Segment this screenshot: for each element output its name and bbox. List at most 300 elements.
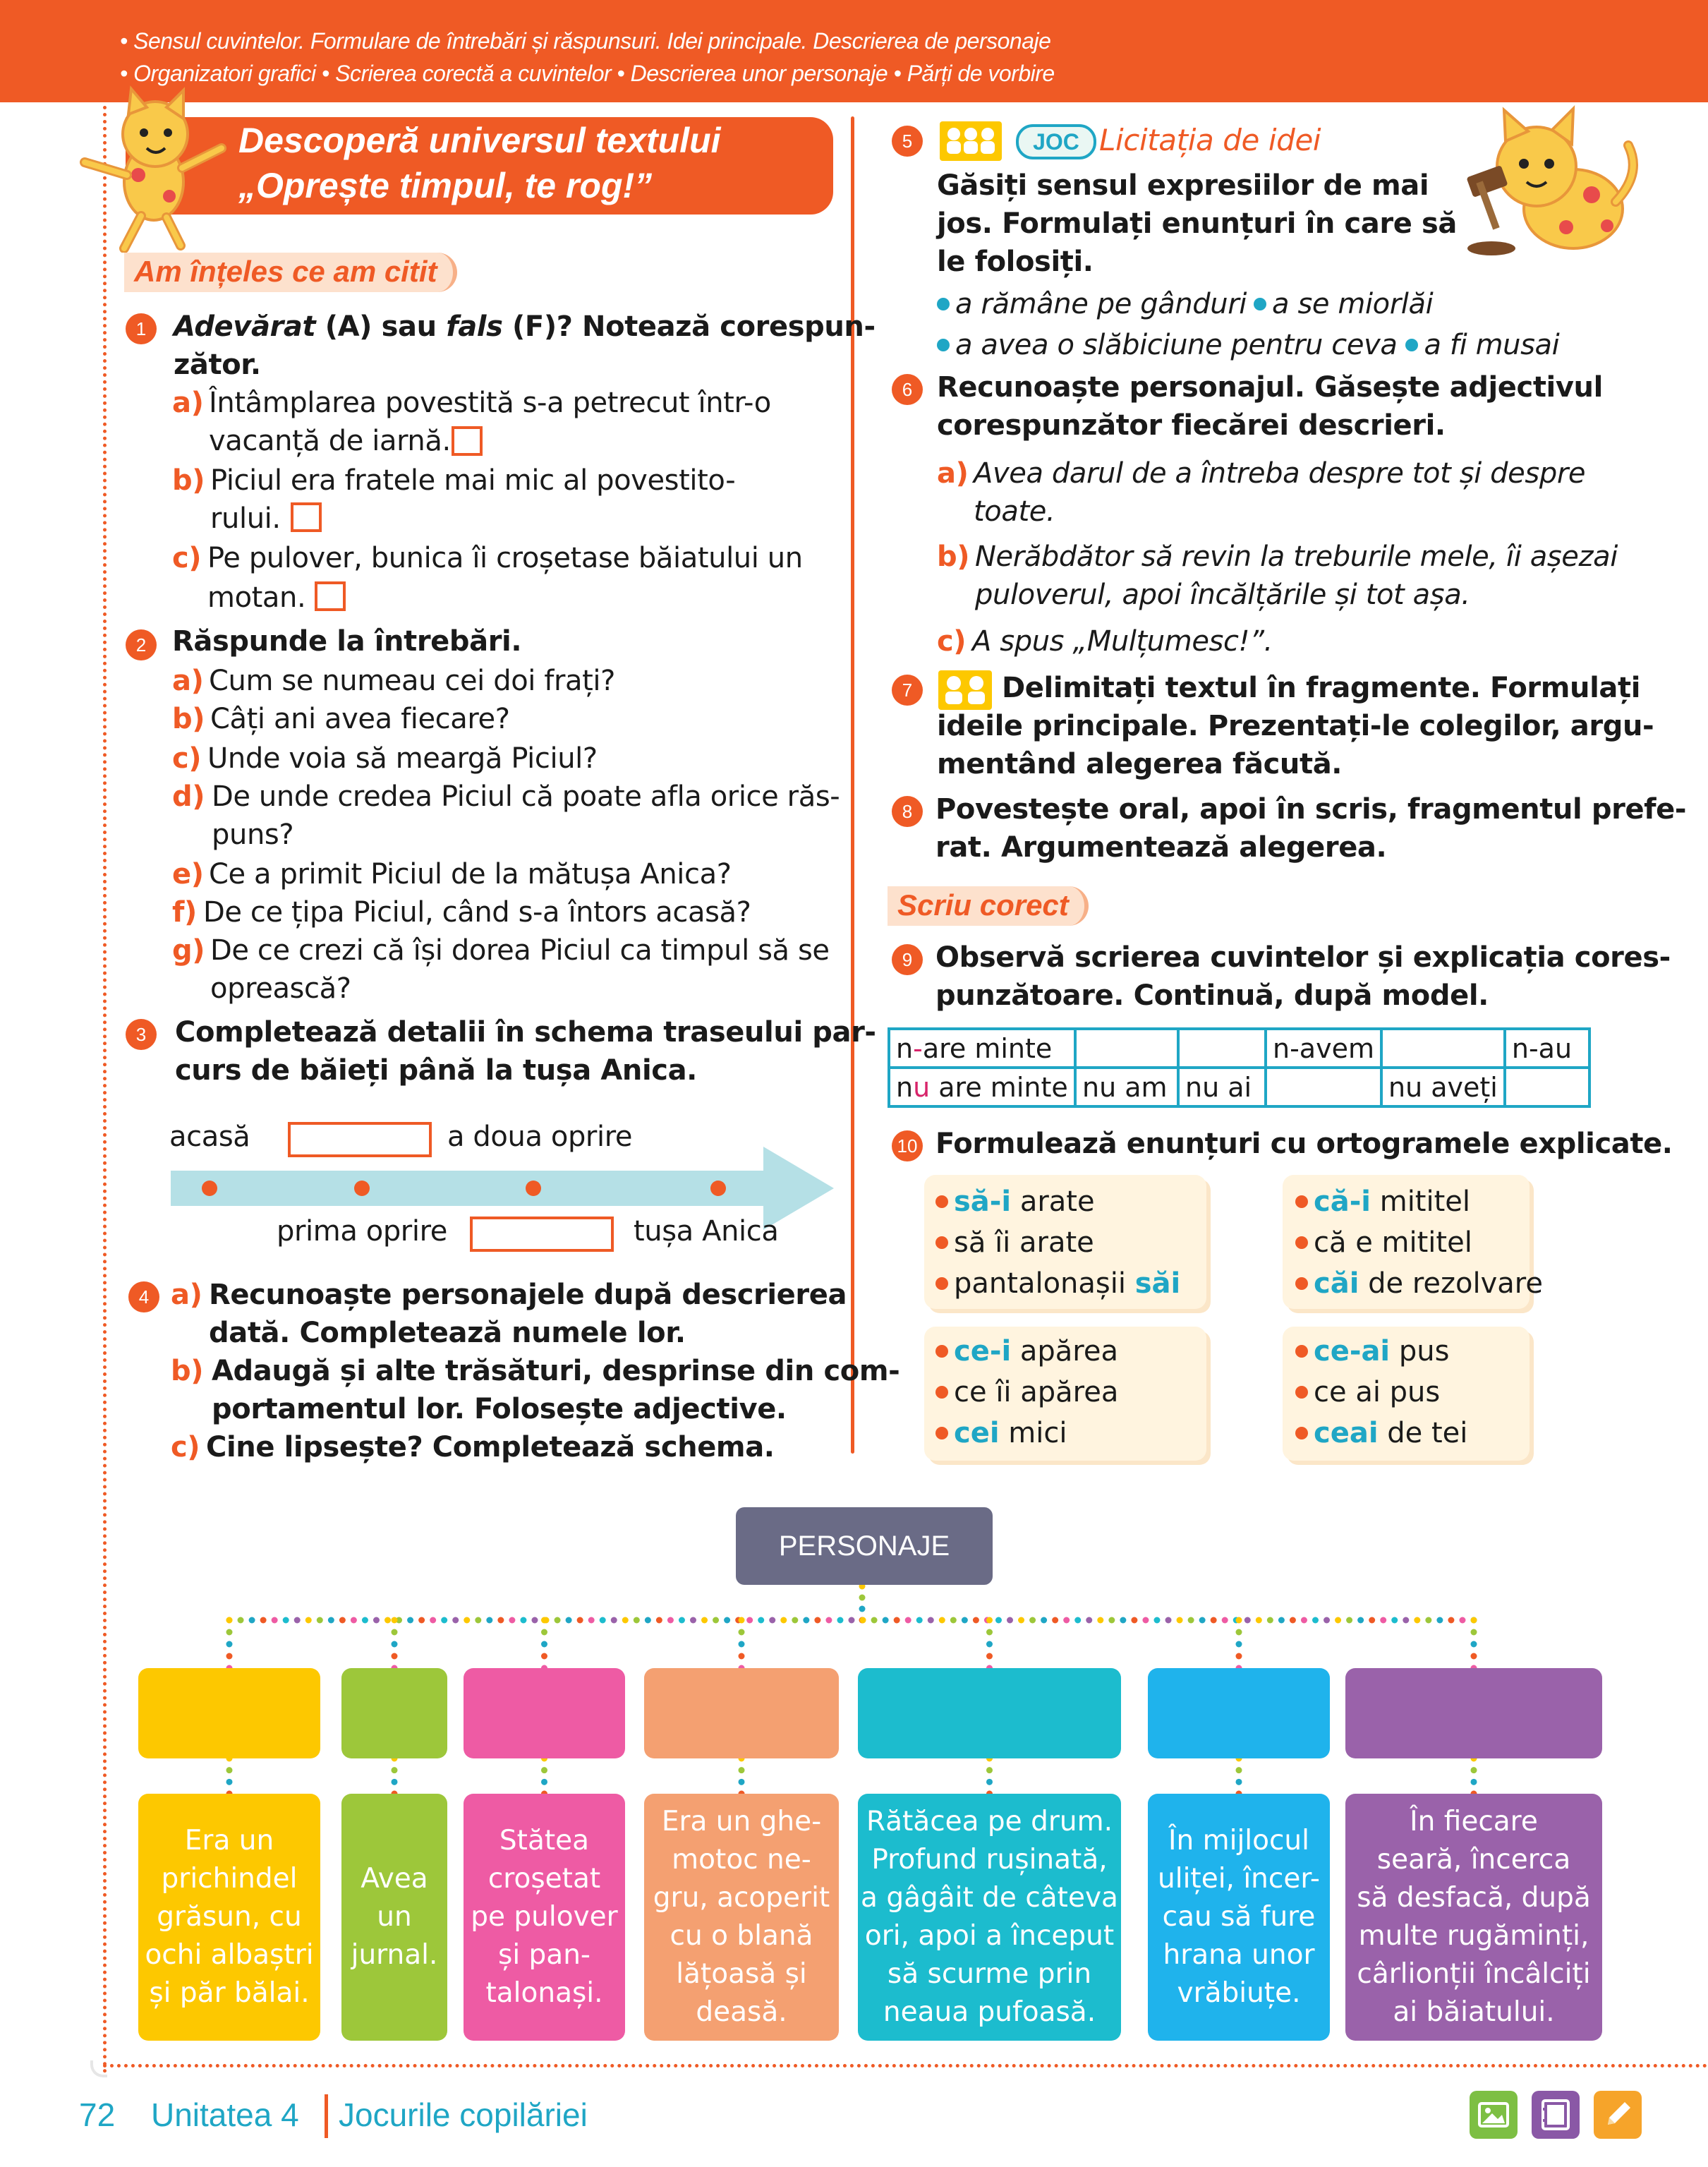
connector-dot xyxy=(950,1617,957,1624)
q8-instruction-line-2: rat. Argumentează alegerea. xyxy=(935,831,1387,864)
connector-dot xyxy=(283,1617,289,1624)
connector-dot xyxy=(1086,1617,1092,1624)
character-name-blank[interactable] xyxy=(341,1668,447,1758)
q4-item-a-line-2: dată. Completează numele lor. xyxy=(209,1317,686,1349)
connector-dot xyxy=(1425,1617,1431,1624)
connector-dot xyxy=(849,1617,855,1624)
connector-dot xyxy=(384,1617,391,1624)
route-label-second-stop: a doua oprire xyxy=(447,1121,633,1153)
connector-dot xyxy=(962,1617,968,1624)
q5-expressions-line-2 xyxy=(937,329,1559,361)
connector-dot xyxy=(803,1617,809,1624)
q1-item-b-line-2: rului. xyxy=(210,502,281,535)
q4-item-b-line-2: portamentul lor. Folosește adjective. xyxy=(212,1393,787,1425)
q4-item-c: Cine lipsește? Completează schema. xyxy=(206,1431,775,1463)
connector-dot xyxy=(1063,1617,1070,1624)
q4-item-b-letter: b) xyxy=(171,1355,204,1387)
q5-instruction-line-3: le folosiți. xyxy=(937,246,1094,278)
route-label-aunt-anica: tușa Anica xyxy=(634,1215,779,1248)
spelling-table xyxy=(888,1027,1591,1108)
character-description: Era un ghe- motoc ne- gru, acoperit cu o blană lățoasă și deasă. xyxy=(644,1794,839,2041)
connector-dot xyxy=(739,1629,745,1636)
table-cell: nu aveți xyxy=(1381,1068,1505,1106)
connector-dot xyxy=(1236,1653,1242,1660)
connector-dot xyxy=(679,1617,685,1624)
connector-dot xyxy=(1041,1617,1047,1624)
footer-separator xyxy=(325,2094,328,2138)
bullet-icon xyxy=(937,339,950,351)
connector-dot xyxy=(339,1617,346,1624)
spelling-example xyxy=(935,1267,1180,1300)
connector-dot xyxy=(746,1617,753,1624)
connector-dot xyxy=(486,1617,492,1624)
route-label-home: acasă xyxy=(169,1121,250,1153)
connector-dot xyxy=(351,1617,357,1624)
q1-instr-part: (A) sau xyxy=(315,310,447,343)
connector-dot xyxy=(600,1617,606,1624)
connector-dot xyxy=(916,1617,923,1624)
connector-dot xyxy=(739,1767,745,1773)
spelling-rest: arate xyxy=(1011,1185,1095,1218)
q1-answer-box-a[interactable] xyxy=(452,426,483,456)
connector-dot xyxy=(541,1779,547,1785)
exercise-number-7: 7 xyxy=(892,675,923,706)
connector-dot xyxy=(769,1617,775,1624)
group-work-icon xyxy=(940,121,1002,161)
connector-dot xyxy=(1290,1617,1296,1624)
connector-dot xyxy=(430,1617,436,1624)
q9-instruction-line-2: punzătoare. Continuă, după model. xyxy=(935,979,1489,1012)
q1-instr-part-2: (F)? Notează corespun- xyxy=(502,310,876,343)
spelling-rest: pus xyxy=(1390,1335,1450,1368)
bullet-icon xyxy=(937,298,950,310)
connector-dot xyxy=(739,1779,745,1785)
connector-dot xyxy=(758,1617,764,1624)
bullet-icon xyxy=(1405,339,1418,351)
q4-item-a-letter: a) xyxy=(171,1279,202,1311)
connector-dot xyxy=(1142,1617,1149,1624)
q2-item-e-letter: e) xyxy=(172,858,204,891)
connector-dot xyxy=(531,1617,538,1624)
connector-dot xyxy=(837,1617,843,1624)
connector-dot xyxy=(1131,1617,1137,1624)
connector-dot xyxy=(1236,1767,1242,1773)
connector-dot xyxy=(226,1767,233,1773)
connector-dot xyxy=(407,1617,413,1624)
connector-dot xyxy=(859,1606,866,1612)
connector-dot xyxy=(986,1653,993,1660)
page-title-line-2: „Oprește timpul, te rog!” xyxy=(238,166,653,205)
q3-instruction-line-1: Completează detalii în schema traseului par- xyxy=(175,1016,876,1049)
character-description: Era un prichindel grăsun, cu ochi albaștri și păr bălai. xyxy=(138,1794,320,2041)
connector-dot xyxy=(260,1617,267,1624)
spelling-highlight: ceai xyxy=(1314,1417,1379,1449)
bullet-icon xyxy=(935,1345,948,1358)
q1-item-c-letter: c) xyxy=(172,542,202,574)
pair-work-icon xyxy=(938,670,992,710)
connector-dot xyxy=(1233,1617,1240,1624)
connector-dot xyxy=(645,1617,651,1624)
connector-dot xyxy=(1244,1617,1251,1624)
table-cell-blank[interactable] xyxy=(1266,1068,1381,1106)
connector-dot xyxy=(1471,1629,1477,1636)
connector-dot xyxy=(305,1617,312,1624)
unit-title: Jocurile copilăriei xyxy=(339,2096,588,2133)
q7-instruction-line-2: ideile principale. Prezentați-le colegilor, argu- xyxy=(937,710,1654,742)
connector-dot xyxy=(392,1779,398,1785)
connector-dot xyxy=(1236,1779,1242,1785)
connector-dot xyxy=(396,1617,402,1624)
q6-item-b-letter: b) xyxy=(937,541,970,573)
connector-dot xyxy=(656,1617,662,1624)
connector-dot xyxy=(328,1617,334,1624)
q9-instruction-line-1: Observă scrierea cuvintelor și explicația cores- xyxy=(935,941,1671,974)
q5-expression-1: a rămâne pe gânduri xyxy=(955,288,1247,320)
table-cell: n-au xyxy=(1505,1029,1589,1068)
image-gallery-icon[interactable] xyxy=(1470,2091,1518,2139)
page-border-bottom xyxy=(103,2064,1708,2068)
spelling-example xyxy=(1295,1335,1449,1368)
q1-item-a-letter: a) xyxy=(172,387,204,419)
connector-dot xyxy=(555,1617,561,1624)
connector-dot xyxy=(226,1641,233,1648)
q1-item-b-letter: b) xyxy=(172,464,205,497)
table-row xyxy=(889,1029,1589,1068)
connector-dot xyxy=(1188,1617,1194,1624)
section-heading-spelling: Scriu corect xyxy=(888,886,1089,926)
connector-dot xyxy=(1007,1617,1013,1624)
connector-dot xyxy=(541,1629,547,1636)
route-label-first-stop: prima oprire xyxy=(277,1215,447,1248)
character-name-blank[interactable] xyxy=(1148,1668,1330,1758)
connector-dot xyxy=(543,1617,550,1624)
q2-item-a: Cum se numeau cei doi frați? xyxy=(209,665,615,697)
q2-item-f: De ce țipa Piciul, când s-a întors acasă? xyxy=(203,896,751,929)
connector-dot xyxy=(883,1617,889,1624)
connector-dot xyxy=(986,1641,993,1648)
connector-dot xyxy=(986,1767,993,1773)
spelling-highlight: ce-i xyxy=(954,1335,1012,1368)
q6-item-a-line-2: toate. xyxy=(974,495,1055,528)
top-banner xyxy=(0,0,1708,102)
exercise-number-10: 10 xyxy=(892,1130,923,1161)
q7-instruction-line-1: Delimitați textul în fragmente. Formulați xyxy=(1002,672,1641,704)
connector-dot xyxy=(1278,1617,1285,1624)
connector-dot xyxy=(1029,1617,1036,1624)
q5-expressions-line-1 xyxy=(937,288,1433,320)
spelling-rest: mici xyxy=(999,1417,1067,1449)
connector-dot xyxy=(1471,1641,1477,1648)
connector-dot xyxy=(294,1617,301,1624)
q2-item-b-letter: b) xyxy=(172,703,205,735)
connector-dot xyxy=(735,1617,741,1624)
header-line-1: • Sensul cuvintelor. Formulare de întrebări și răspunsuri. Idei principale. Descrierea de personaje xyxy=(120,28,1051,54)
character-description: În fiecare seară, încerca să desfacă, după multe rugăminți, cârlionții încâlciți ai băiatului. xyxy=(1345,1794,1602,2041)
video-icon[interactable] xyxy=(1532,2091,1580,2139)
connector-dot xyxy=(995,1617,1002,1624)
header-line-2: • Organizatori grafici • Scrierea corectă a cuvintelor • Descrierea unor personaje • Părți de vorbire xyxy=(120,61,1055,86)
bullet-icon xyxy=(1295,1345,1308,1358)
connector-dot xyxy=(1436,1617,1443,1624)
spelling-example xyxy=(1295,1267,1543,1300)
q10-instruction: Formulează enunțuri cu ortogramele explicate. xyxy=(935,1128,1673,1160)
game-badge: JOC xyxy=(1016,124,1096,159)
spelling-rest: că e mititel xyxy=(1314,1226,1472,1259)
q1-answer-box-b[interactable] xyxy=(291,502,322,532)
q6-item-c: A spus „Mulțumesc!”. xyxy=(972,625,1273,658)
exercise-number-5: 5 xyxy=(892,126,923,157)
q2-item-e: Ce a primit Piciul de la mătușa Anica? xyxy=(209,858,732,891)
connector-dot xyxy=(541,1767,547,1773)
connector-dot xyxy=(566,1617,572,1624)
bullet-icon xyxy=(935,1277,948,1290)
connector-dot xyxy=(1165,1617,1172,1624)
q2-instruction: Răspunde la întrebări. xyxy=(172,625,522,658)
connector-dot xyxy=(1236,1629,1242,1636)
exercise-number-4: 4 xyxy=(128,1281,159,1312)
connector-dot xyxy=(238,1617,244,1624)
q2-item-g-line-1: De ce crezi că își dorea Piciul ca timpul să se xyxy=(210,934,830,967)
q2-item-g-line-2: oprească? xyxy=(210,972,351,1005)
spelling-example xyxy=(1295,1376,1440,1408)
character-name-blank[interactable] xyxy=(1345,1668,1602,1758)
q1-item-c-line-2: motan. xyxy=(207,581,306,614)
exercise-number-8: 8 xyxy=(892,796,923,827)
schema-root-personaje: PERSONAJE xyxy=(736,1507,993,1585)
spelling-rest: pantalonașii xyxy=(954,1267,1135,1300)
spelling-example xyxy=(935,1376,1118,1408)
connector-dot xyxy=(939,1617,945,1624)
connector-dot xyxy=(814,1617,820,1624)
connector-dot xyxy=(859,1617,866,1624)
spelling-rest: ce ai pus xyxy=(1314,1376,1441,1408)
connector-dot xyxy=(611,1617,617,1624)
q1-item-a-line-1: Întâmplarea povestită s-a petrecut într-o xyxy=(209,387,771,419)
q6-item-a-line-1: Avea darul de a întreba despre tot și despre xyxy=(974,457,1586,490)
q6-instruction-line-2: corespunzător fiecărei descrieri. xyxy=(937,409,1446,442)
connector-dot xyxy=(825,1617,832,1624)
connector-dot xyxy=(1177,1617,1183,1624)
connector-dot xyxy=(860,1617,866,1624)
q7-instruction-line-3: mentând alegerea făcută. xyxy=(937,748,1343,780)
q4-item-c-letter: c) xyxy=(171,1431,200,1463)
connector-dot xyxy=(1403,1617,1409,1624)
cat-with-gavel-illustration xyxy=(1453,103,1645,265)
page-border-left xyxy=(103,106,107,2075)
character-description: În mijlocul uliței, încer- cau să fure hrana unor vrăbiuțe. xyxy=(1148,1794,1330,2041)
connector-dot xyxy=(1120,1617,1126,1624)
connector-dot xyxy=(1301,1617,1307,1624)
connector-dot xyxy=(1199,1617,1206,1624)
character-name-blank[interactable] xyxy=(138,1668,320,1758)
connector-dot xyxy=(713,1617,719,1624)
connector-dot xyxy=(1335,1617,1341,1624)
connector-dot xyxy=(226,1779,233,1785)
spelling-rest: să îi arate xyxy=(954,1226,1094,1259)
q3-instruction-line-2: curs de băieți până la tușa Anica. xyxy=(175,1054,697,1087)
table-cell-blank[interactable] xyxy=(1178,1029,1266,1068)
character-name-blank[interactable] xyxy=(644,1668,839,1758)
connector-dot xyxy=(541,1653,547,1660)
q6-item-a-letter: a) xyxy=(937,457,969,490)
route-blank-2[interactable] xyxy=(470,1217,614,1252)
connector-dot xyxy=(871,1617,878,1624)
q5-instruction-line-2: jos. Formulați enunțuri în care să xyxy=(937,207,1457,240)
connector-dot xyxy=(464,1617,470,1624)
connector-dot xyxy=(392,1641,398,1648)
q5-expression-2: a se miorlăi xyxy=(1272,288,1434,320)
connector-dot xyxy=(1346,1617,1352,1624)
q5-instruction-line-1: Găsiți sensul expresiilor de mai xyxy=(937,169,1429,202)
connector-dot xyxy=(272,1617,278,1624)
pencil-edit-icon[interactable] xyxy=(1594,2091,1642,2139)
connector-dot xyxy=(226,1617,233,1624)
connector-dot xyxy=(622,1617,629,1624)
table-cell: nu are minte xyxy=(889,1068,1075,1106)
connector-dot xyxy=(249,1617,255,1624)
connector-dot xyxy=(1414,1617,1420,1624)
connector-dot xyxy=(1471,1617,1477,1624)
connector-dot xyxy=(986,1629,993,1636)
table-cell-blank[interactable] xyxy=(1381,1029,1505,1068)
spelling-example xyxy=(935,1417,1067,1449)
q1-item-a-line-2: vacanță de iarnă. xyxy=(209,425,451,457)
connector-dot xyxy=(634,1617,640,1624)
connector-dot xyxy=(986,1617,993,1624)
spelling-example xyxy=(1295,1226,1472,1259)
connector-dot xyxy=(362,1617,368,1624)
unit-label: Unitatea 4 xyxy=(151,2096,299,2133)
spelling-highlight: ce-ai xyxy=(1314,1335,1391,1368)
bullet-icon xyxy=(935,1195,948,1208)
table-cell-blank[interactable] xyxy=(1505,1068,1589,1106)
spelling-highlight: să-i xyxy=(954,1185,1012,1218)
q5-game-title: Licitația de idei xyxy=(1099,123,1321,157)
bullet-icon xyxy=(1295,1386,1308,1399)
connector-dot xyxy=(226,1617,233,1624)
spelling-highlight: cei xyxy=(954,1417,1000,1449)
spelling-example xyxy=(935,1185,1095,1218)
connector-dot xyxy=(441,1617,447,1624)
connector-dot xyxy=(577,1617,583,1624)
connector-dot xyxy=(1380,1617,1386,1624)
connector-dot xyxy=(973,1617,979,1624)
connector-dot xyxy=(894,1617,900,1624)
q4-item-b-line-1: Adaugă și alte trăsături, desprinse din com- xyxy=(212,1355,900,1387)
connector-dot xyxy=(780,1617,787,1624)
spelling-rest: de tei xyxy=(1378,1417,1468,1449)
spelling-rest: apărea xyxy=(1011,1335,1118,1368)
connector-dot xyxy=(452,1617,459,1624)
connector-dot xyxy=(509,1617,515,1624)
connector-dot xyxy=(475,1617,481,1624)
connector-dot xyxy=(541,1641,547,1648)
connector-dot xyxy=(317,1617,323,1624)
q2-item-b: Câți ani avea fiecare? xyxy=(210,703,510,735)
q2-item-d-letter: d) xyxy=(172,780,205,813)
q2-item-f-letter: f) xyxy=(172,896,197,929)
connector-dot xyxy=(1357,1617,1364,1624)
connector-dot xyxy=(1391,1617,1398,1624)
spelling-rest: ce îi apărea xyxy=(954,1376,1119,1408)
spelling-rest: de rezolvare xyxy=(1359,1267,1543,1300)
exercise-number-3: 3 xyxy=(126,1019,157,1050)
q6-item-b-line-2: puloverul, apoi încălțările și tot așa. xyxy=(975,579,1470,611)
connector-dot xyxy=(701,1617,708,1624)
q2-item-d-line-1: De unde credea Piciul că poate afla orice răs- xyxy=(212,780,840,813)
connector-dot xyxy=(1222,1617,1228,1624)
cat-mascot-illustration xyxy=(71,83,240,253)
q4-item-a-line-1: Recunoaște personajele după descrierea xyxy=(209,1279,847,1311)
table-cell: n-are minte xyxy=(889,1029,1075,1068)
connector-dot xyxy=(392,1653,398,1660)
q6-item-c-letter: c) xyxy=(937,625,967,658)
q2-item-d-line-2: puns? xyxy=(212,819,294,851)
table-cell-blank[interactable] xyxy=(1075,1029,1178,1068)
connector-dot xyxy=(1471,1779,1477,1785)
q5-expression-4: a fi musai xyxy=(1424,329,1560,361)
table-cell: nu am xyxy=(1075,1068,1178,1106)
connector-dot xyxy=(739,1641,745,1648)
q1-item-b-line-1: Piciul era fratele mai mic al povestito- xyxy=(210,464,736,497)
character-name-blank[interactable] xyxy=(858,1668,1121,1758)
q6-item-b-line-1: Nerăbdător să revin la treburile mele, îi așezai xyxy=(975,541,1618,573)
section-heading-understanding: Am înțeles ce am citit xyxy=(124,253,457,292)
bullet-icon xyxy=(935,1386,948,1399)
connector-dot xyxy=(392,1767,398,1773)
connector-dot xyxy=(1052,1617,1058,1624)
spelling-highlight: căi xyxy=(1314,1267,1359,1300)
spelling-highlight: săi xyxy=(1134,1267,1181,1300)
spelling-highlight: că-i xyxy=(1314,1185,1371,1218)
connector-dot xyxy=(1369,1617,1375,1624)
connector-dot xyxy=(1097,1617,1103,1624)
connector-dot xyxy=(739,1653,745,1660)
spelling-rest: mititel xyxy=(1371,1185,1471,1218)
exercise-number-1: 1 xyxy=(126,313,157,344)
connector-dot xyxy=(1236,1617,1242,1624)
q1-instruction-line-2: zător. xyxy=(174,349,261,381)
connector-dot xyxy=(418,1617,425,1624)
q1-term-false: fals xyxy=(446,310,503,343)
q1-answer-box-c[interactable] xyxy=(315,581,346,611)
connector-dot xyxy=(392,1629,398,1636)
connector-dot xyxy=(859,1595,866,1601)
page-number: 72 xyxy=(79,2096,116,2133)
bullet-icon xyxy=(1254,298,1266,310)
connector-dot xyxy=(1074,1617,1081,1624)
q1-item-c-line-1: Pe pulover, bunica îi croșetase băiatului un xyxy=(207,542,803,574)
exercise-number-2: 2 xyxy=(126,629,157,660)
connector-dot xyxy=(1236,1641,1242,1648)
page-corner xyxy=(90,2060,107,2077)
q2-item-g-letter: g) xyxy=(172,934,205,967)
bullet-icon xyxy=(1295,1427,1308,1439)
exercise-number-9: 9 xyxy=(892,944,923,975)
character-description: Avea un jurnal. xyxy=(341,1794,447,2041)
character-name-blank[interactable] xyxy=(464,1668,625,1758)
spelling-example xyxy=(935,1335,1118,1368)
connector-dot xyxy=(226,1653,233,1660)
connector-dot xyxy=(392,1617,398,1624)
connector-dot xyxy=(373,1617,380,1624)
connector-dot xyxy=(1459,1617,1465,1624)
connector-dot xyxy=(1471,1653,1477,1660)
connector-dot xyxy=(1471,1767,1477,1773)
bullet-icon xyxy=(1295,1236,1308,1249)
exercise-number-6: 6 xyxy=(892,374,923,405)
connector-dot xyxy=(928,1617,934,1624)
